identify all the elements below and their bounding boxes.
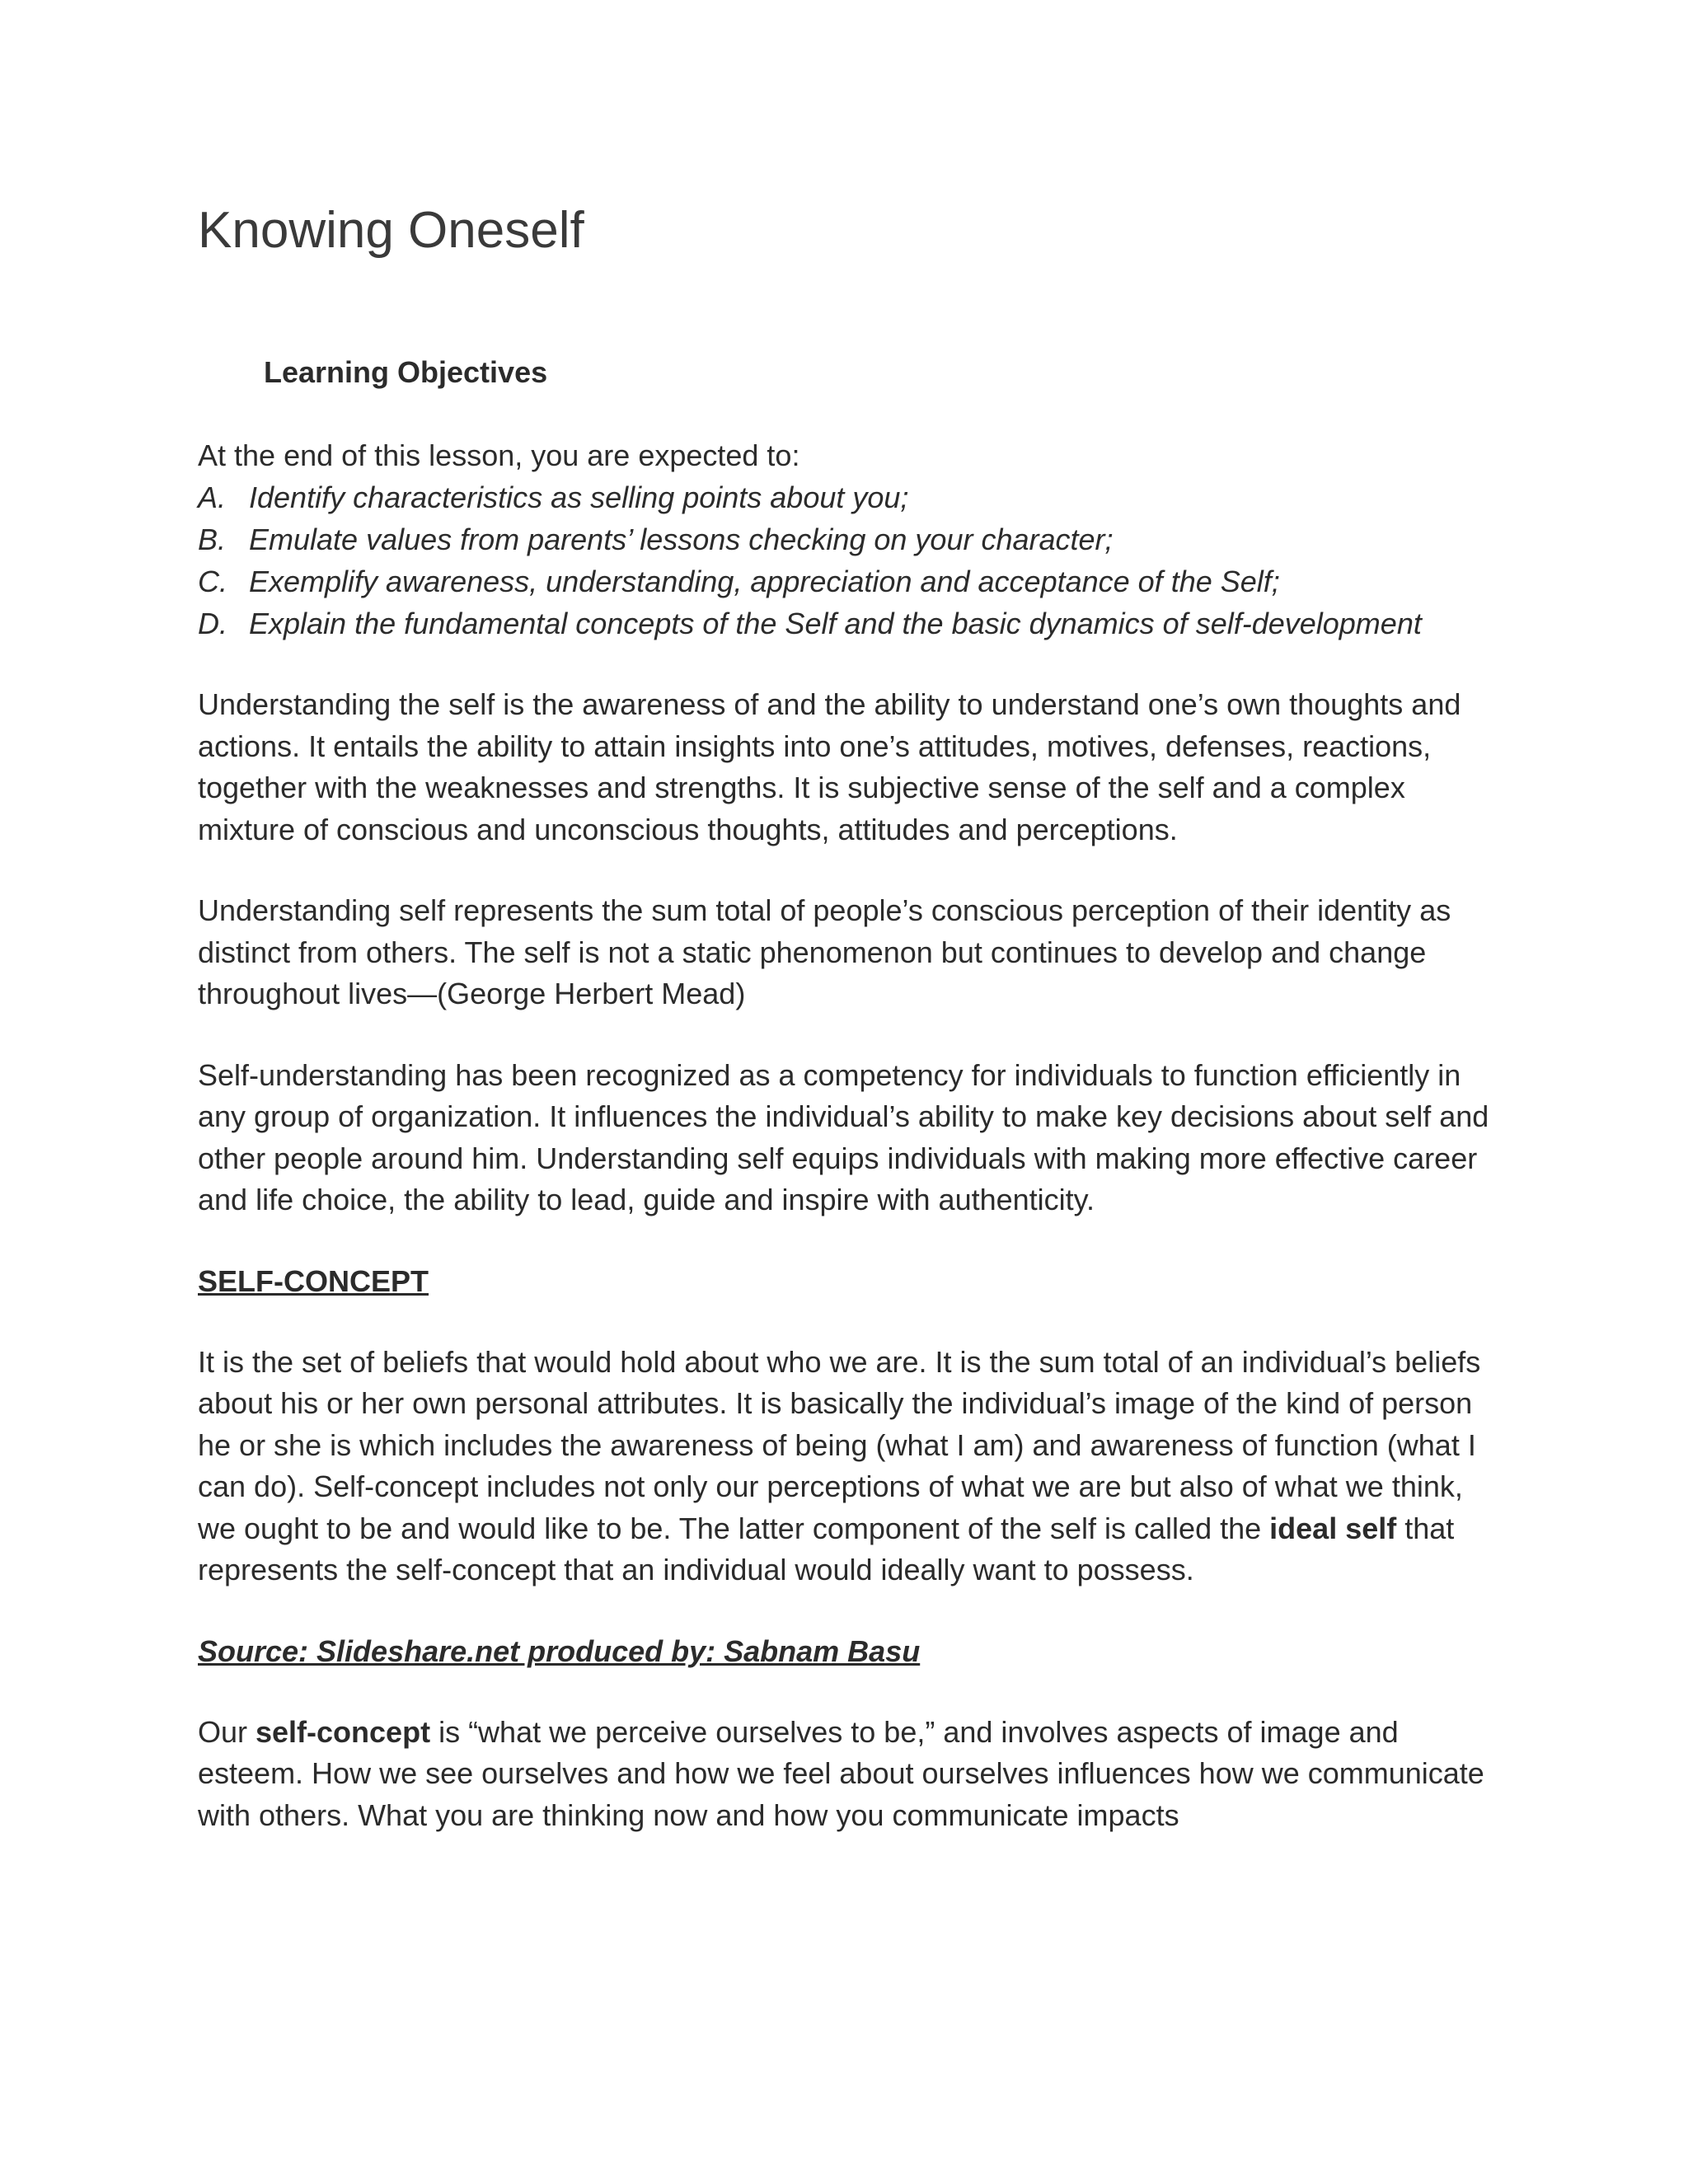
learning-objectives-heading: Learning Objectives <box>264 355 548 389</box>
paragraph-self-represents: Understanding self represents the sum total of people’s conscious perception of their identity as distinct from others. The self is not a static phenomenon but continues to develop and change throughout lives—(George Herbert Mead) <box>198 893 1451 1010</box>
section-heading-self-concept: SELF-CONCEPT <box>198 1263 429 1298</box>
objective-text: Explain the fundamental concepts of the Self and the basic dynamics of self-development <box>249 607 1422 640</box>
ideal-self-term: ideal self <box>1269 1511 1397 1545</box>
objective-item <box>198 560 1517 602</box>
document-page <box>198 198 1517 1836</box>
paragraph-understanding-self: Understanding the self is the awareness of and the ability to understand one’s own thoughts and actions. It entails the ability to attain insights into one’s attitudes, motives, defenses, reactions, together with the weaknesses and strengths. It is subjective sense of the self and a complex mixture of conscious and unconscious thoughts, attitudes and perceptions. <box>198 687 1461 846</box>
paragraph-self-concept-definition <box>198 1342 1500 1591</box>
paragraph-text: Our <box>198 1714 256 1749</box>
objective-letter: D. <box>198 607 227 640</box>
paragraph-our-self-concept <box>198 1712 1500 1837</box>
objectives-intro: At the end of this lesson, you are expected to: <box>198 438 800 472</box>
objective-text: Exemplify awareness, understanding, appreciation and acceptance of the Self; <box>249 565 1280 598</box>
source-citation: Source: Slideshare.net produced by: Sabnam Basu <box>198 1633 921 1668</box>
objective-letter: C. <box>198 565 227 598</box>
self-concept-term: self-concept <box>256 1714 431 1749</box>
paragraph-text: It is the set of beliefs that would hold about who we are. It is the sum total of an individual’s beliefs about his or her own personal attributes. It is basically the individual’s image of the kind of person he or she is which includes the awareness of being (what I am) and awareness of function (what I can do). Self-concept includes not only our perceptions of what we are but also of what we think, we ought to be and would like to be. The latter component of the self is called the <box>198 1344 1481 1545</box>
objective-text: Identify characteristics as selling points about you; <box>249 480 909 514</box>
paragraph-self-understanding: Self-understanding has been recognized as a competency for individuals to function efficiently in any group of organization. It influences the individual’s ability to make key decisions about self and other people around him. Understanding self equips individuals with making more effective career and life choice, the ability to lead, guide and inspire with authenticity. <box>198 1057 1489 1216</box>
objective-letter: B. <box>198 523 227 556</box>
page-title: Knowing Oneself <box>198 202 584 259</box>
objective-text: Emulate values from parents’ lessons checking on your character; <box>249 523 1114 556</box>
paragraph-text: is “what we perceive ourselves to be,” and involves aspects of image and esteem. How we see ourselves and how we feel about ourselves influences how we communicate with others. What you are thinking now and how you communicate impacts <box>198 1714 1484 1832</box>
objective-letter: A. <box>198 480 227 514</box>
objective-item <box>198 476 1517 518</box>
paragraph-text: that represents the self-concept that an individual would ideally want to possess. <box>198 1511 1455 1586</box>
objectives-list <box>198 476 1517 644</box>
objective-item <box>198 518 1517 560</box>
objective-item <box>198 602 1517 644</box>
